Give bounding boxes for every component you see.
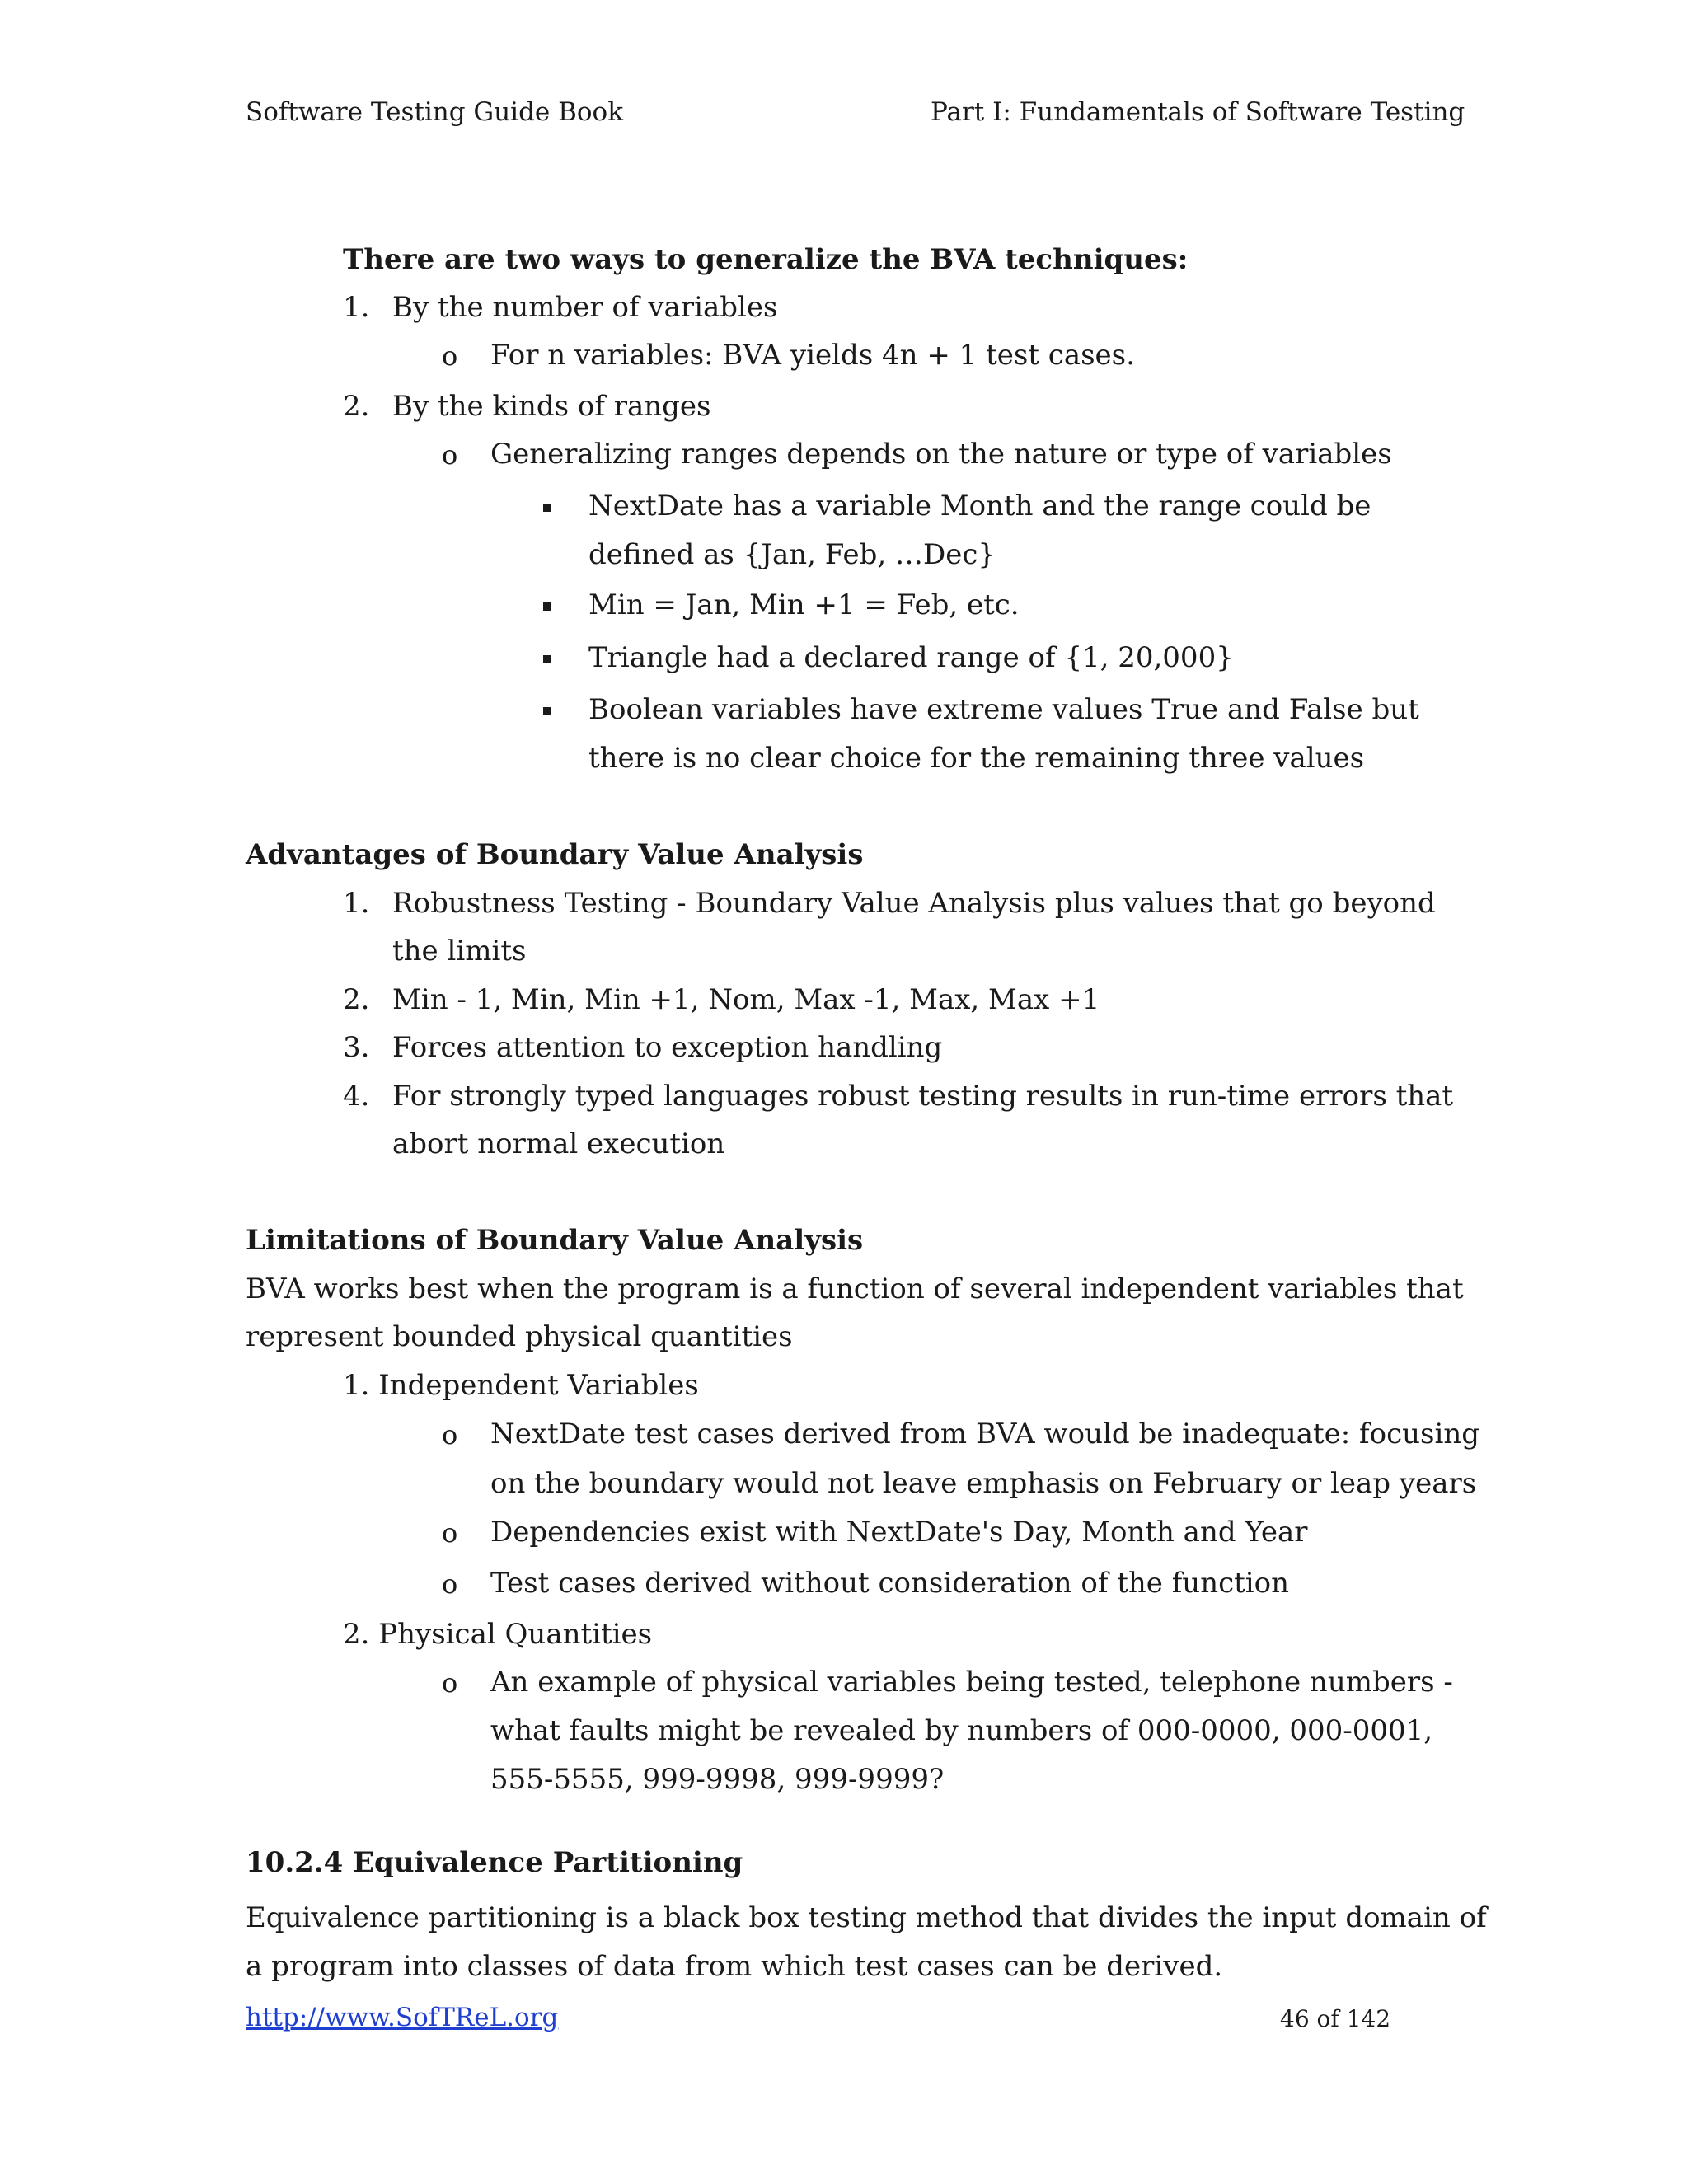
square-bullet [543, 707, 551, 715]
bullet-text: Min = Jan, Min +1 = Feb, etc. [588, 588, 1020, 621]
list-marker: 4. [343, 1080, 370, 1113]
paragraph-line: BVA works best when the program is a function of several independent variables that [246, 1272, 1464, 1305]
circle-bullet: o [442, 340, 458, 372]
list-item: Forces attention to exception handling [392, 1031, 943, 1064]
page-number: 46 of 142 [1280, 2005, 1391, 2032]
list-subitem: Dependencies exist with NextDate's Day, Month and Year [490, 1516, 1308, 1549]
list-item: the limits [392, 935, 527, 968]
list-item: abort normal execution [392, 1127, 725, 1160]
bullet-text: there is no clear choice for the remaining three values [588, 742, 1365, 775]
list-item: By the kinds of ranges [392, 390, 711, 423]
paragraph-line: Equivalence partitioning is a black box testing method that divides the input domain of [246, 1901, 1487, 1934]
list-item: Robustness Testing - Boundary Value Analysis plus values that go beyond [392, 887, 1436, 920]
list-marker: 3. [343, 1031, 370, 1064]
circle-bullet: o [442, 1517, 458, 1549]
list-marker: 1. [343, 887, 370, 920]
list-item: 1. Independent Variables [343, 1369, 699, 1402]
list-subitem: Generalizing ranges depends on the nature or type of variables [490, 438, 1392, 471]
section-heading: 10.2.4 Equivalence Partitioning [246, 1846, 743, 1879]
advantages-heading: Advantages of Boundary Value Analysis [246, 838, 864, 871]
list-subitem: For n variables: BVA yields 4n + 1 test cases. [490, 339, 1135, 372]
square-bullet [543, 602, 551, 611]
website-link[interactable]: http://www.SofTReL.org [246, 2003, 559, 2032]
list-subitem: NextDate test cases derived from BVA would be inadequate: focusing [490, 1418, 1480, 1451]
header-part-title: Part I: Fundamentals of Software Testing [931, 97, 1465, 127]
list-marker: 2. [343, 390, 370, 423]
generalize-heading: There are two ways to generalize the BVA techniques: [343, 243, 1189, 276]
square-bullet [543, 655, 551, 663]
list-subitem: on the boundary would not leave emphasis on February or leap years [490, 1467, 1477, 1500]
paragraph-line: represent bounded physical quantities [246, 1320, 793, 1353]
bullet-text: NextDate has a variable Month and the range could be [588, 490, 1372, 523]
square-bullet [543, 504, 551, 512]
list-item: For strongly typed languages robust testing results in run-time errors that [392, 1080, 1454, 1113]
list-subitem: An example of physical variables being tested, telephone numbers - [490, 1666, 1453, 1699]
circle-bullet: o [442, 1568, 458, 1600]
circle-bullet: o [442, 439, 458, 471]
bullet-text: Triangle had a declared range of {1, 20,000} [588, 641, 1234, 674]
list-item: Min - 1, Min, Min +1, Nom, Max -1, Max, Max +1 [392, 983, 1100, 1016]
list-subitem: Test cases derived without consideration of the function [490, 1567, 1290, 1600]
list-subitem: what faults might be revealed by numbers of 000-0000, 000-0001, [490, 1714, 1433, 1747]
circle-bullet: o [442, 1667, 458, 1699]
paragraph-line: a program into classes of data from which test cases can be derived. [246, 1950, 1223, 1983]
bullet-text: Boolean variables have extreme values True and False but [588, 693, 1419, 726]
header-book-title: Software Testing Guide Book [246, 97, 624, 127]
list-marker: 2. [343, 983, 370, 1016]
circle-bullet: o [442, 1419, 458, 1451]
list-item: By the number of variables [392, 291, 778, 324]
list-subitem: 555-5555, 999-9998, 999-9999? [490, 1763, 945, 1796]
list-marker: 1. [343, 291, 370, 324]
list-item: 2. Physical Quantities [343, 1618, 653, 1651]
bullet-text: defined as {Jan, Feb, …Dec} [588, 538, 996, 571]
limitations-heading: Limitations of Boundary Value Analysis [246, 1224, 864, 1257]
